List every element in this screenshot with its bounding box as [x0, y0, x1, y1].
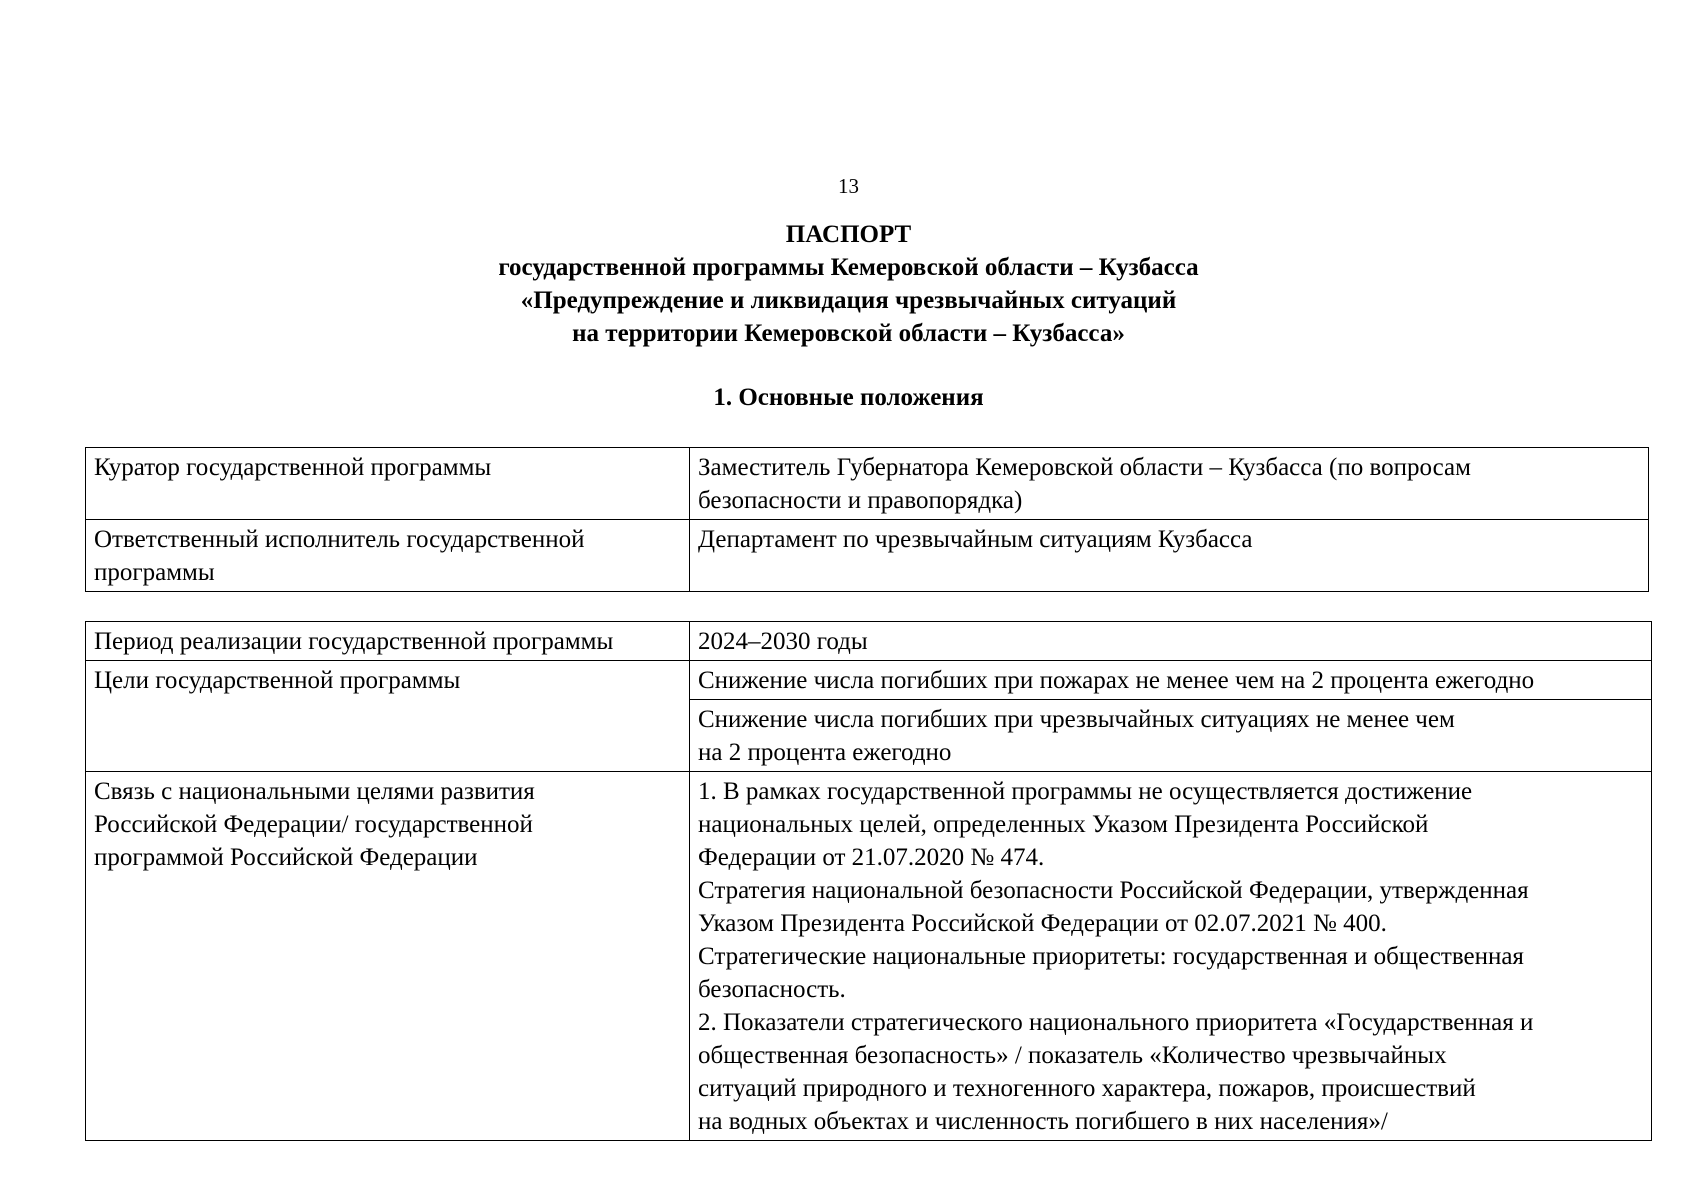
national-goals-value-line: Указом Президента Российской Федерации от 02.07.2021 № 400. [698, 910, 1387, 937]
title-line-3: «Предупреждение и ликвидация чрезвычайных ситуаций [520, 287, 1177, 314]
main-provisions-table-2 [85, 621, 1652, 1141]
goals-label: Цели государственной программы [86, 661, 690, 772]
curator-label: Куратор государственной программы [86, 448, 690, 520]
table-row-period [86, 622, 1652, 661]
national-goals-label-line: Российской Федерации/ государственной [94, 811, 533, 838]
period-label: Период реализации государственной программы [86, 622, 690, 661]
executor-label [86, 520, 690, 592]
period-value: 2024–2030 годы [690, 622, 1652, 661]
national-goals-label-line: программой Российской Федерации [94, 844, 478, 871]
national-goals-label [86, 772, 690, 1141]
table-row-executor [86, 520, 1649, 592]
national-goals-value-line: Федерации от 21.07.2020 № 474. [698, 844, 1045, 871]
main-provisions-table-1 [85, 447, 1649, 592]
national-goals-value-line: 1. В рамках государственной программы не осуществляется достижение [698, 778, 1473, 805]
goal-2-line: на 2 процента ежегодно [698, 739, 952, 766]
national-goals-value-line: 2. Показатели стратегического национального приоритета «Государственная и [698, 1009, 1534, 1036]
document-title [0, 218, 1697, 350]
national-goals-value [690, 772, 1652, 1141]
goal-2 [690, 700, 1652, 772]
title-line-4: на территории Кемеровской области – Кузбасса» [572, 320, 1125, 347]
table-row-national-goals [86, 772, 1652, 1141]
section-title: 1. Основные положения [713, 384, 984, 411]
national-goals-value-line: безопасность. [698, 976, 846, 1003]
national-goals-value-line: ситуаций природного и техногенного характера, пожаров, происшествий [698, 1075, 1476, 1102]
executor-label-line: программы [94, 559, 215, 586]
title-line-2: государственной программы Кемеровской области – Кузбасса [498, 254, 1199, 281]
goal-2-line: Снижение числа погибших при чрезвычайных ситуациях не менее чем [698, 706, 1455, 733]
title-line-1: ПАСПОРТ [785, 221, 912, 248]
national-goals-label-line: Связь с национальными целями развития [94, 778, 535, 805]
table-row-curator [86, 448, 1649, 520]
page-number: 13 [838, 174, 859, 198]
curator-value [690, 448, 1649, 520]
national-goals-value-line: Стратегия национальной безопасности Российской Федерации, утвержденная [698, 877, 1529, 904]
curator-value-line: безопасности и правопорядка) [698, 487, 1023, 514]
executor-label-line: Ответственный исполнитель государственной [94, 526, 585, 553]
national-goals-value-line: на водных объектах и численность погибшего в них населения»/ [698, 1108, 1388, 1135]
curator-value-line: Заместитель Губернатора Кемеровской области – Кузбасса (по вопросам [698, 454, 1471, 481]
goal-1: Снижение числа погибших при пожарах не менее чем на 2 процента ежегодно [690, 661, 1652, 700]
national-goals-value-line: Стратегические национальные приоритеты: государственная и общественная [698, 943, 1524, 970]
table-row-goals [86, 661, 1652, 700]
national-goals-value-line: национальных целей, определенных Указом Президента Российской [698, 811, 1429, 838]
national-goals-value-line: общественная безопасность» / показатель «Количество чрезвычайных [698, 1042, 1447, 1069]
executor-value: Департамент по чрезвычайным ситуациям Кузбасса [690, 520, 1649, 592]
